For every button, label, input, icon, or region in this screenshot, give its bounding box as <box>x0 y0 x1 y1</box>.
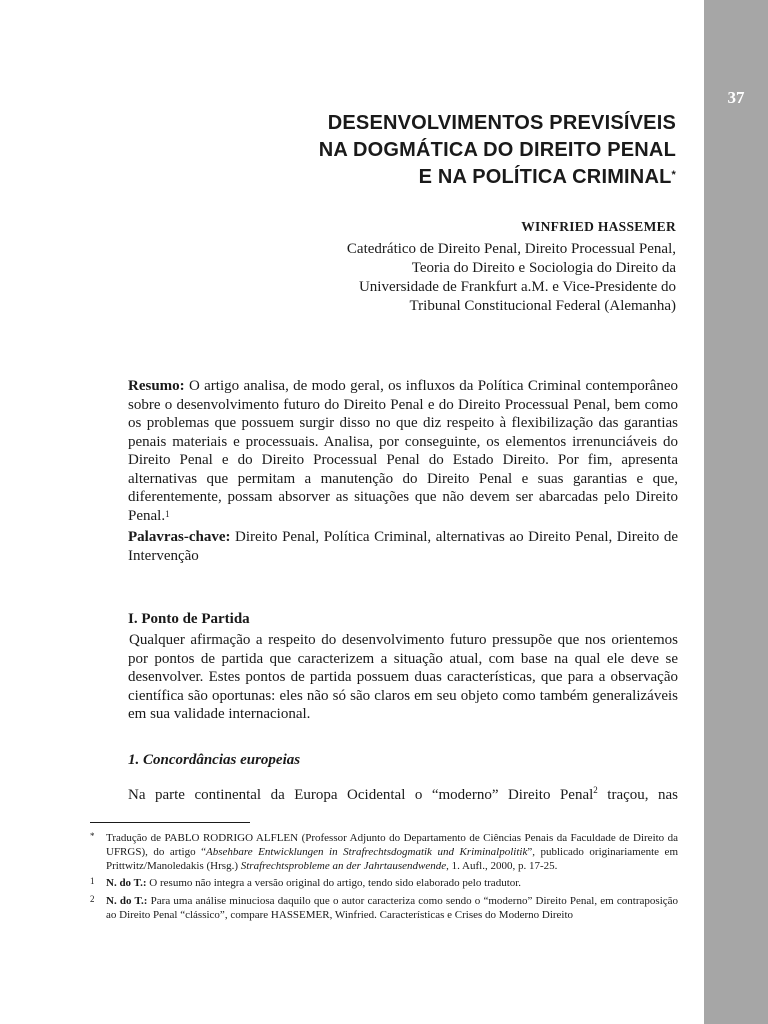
title-line-1: DESENVOLVIMENTOS PREVISÍVEIS <box>327 112 676 134</box>
article-title <box>319 110 676 191</box>
paragraph-2: Na parte continental da Europa Ocidental o “moderno” Direito Penal$^2$ traçou, nas <box>128 785 678 803</box>
page-number: 37 <box>727 88 745 107</box>
footnote-1: 1 N. do T.: O resumo não integra a versão original do artigo, tendo sido elaborado pelo tradutor. <box>90 876 522 889</box>
keywords <box>128 528 678 565</box>
footnote-2: 2 N. do T.: Para uma análise minuciosa daquilo que o autor caracteriza como sendo o “moderno” Direito Penal, em contraposição ao Direito Penal “clássico”, compare HASSEMER, Winfried. Características e Crises do Moderno Direito <box>90 894 679 921</box>
author-affiliation: Catedrático de Direito Penal, Direito Processual Penal, Teoria do Direito e Sociologia do Direito da Universidade de Frankfurt a.M. e Vice-Presidente do Tribunal Constitucional Federal (Alemanha) <box>346 241 676 314</box>
subheading: 1. Concordâncias europeias <box>128 752 301 768</box>
abstract-text: O artigo analisa, de modo geral, os influxos da Política Criminal contemporâneo sobre o desenvolvimento futuro do Direito Penal e do Direito Processual Penal, bem como os problemas que possuem surgir disso no que diz respeito à flexibilização das garantias penais materiais e processuais. Analisa, por conseguinte, os elementos irrenunciáveis do Direito Penal e do Direito Processual Penal do Estado Direito. Por fim, apresenta alternativas que permitam a manutenção do Direito Penal e suas garantias e que, diferentemente, possam absorver as situações que não devem ser abarcadas pelo Direito Penal. <box>128 378 678 524</box>
paragraph-2-footnote-ref: 2 <box>593 785 598 795</box>
footnote-mark: 1 <box>90 876 95 886</box>
footnote-label: N. do T.: <box>106 877 147 889</box>
intro-paragraph <box>128 631 678 724</box>
abstract <box>128 377 678 525</box>
page-side-bar <box>704 0 768 1024</box>
footnote-label: N. do T.: <box>106 895 148 907</box>
intro-paragraph-text: Qualquer afirmação a respeito do desenvolvimento futuro pressupõe que nos orientemos por pontos de partida que caracterizem a situação atual, com base na qual ele deve se desenvolver. Estes pontos de partida possuem duas características, que para a observação científica são oportunas: eles não só são claros em seu objeto como também generalizáveis em sua validade internacional. <box>128 632 678 722</box>
footnote-mark: 2 <box>90 894 95 904</box>
keywords-text: Direito Penal, Política Criminal, alternativas ao Direito Penal, Direito de Intervenção <box>128 529 679 564</box>
section-heading: I. Ponto de Partida <box>128 611 250 627</box>
footnote-rule <box>90 822 250 823</box>
abstract-footnote-ref: 1 <box>165 508 170 519</box>
abstract-label: Resumo: <box>128 378 185 394</box>
book-title: Strafrechtsprobleme an der Jahrtausendwende <box>240 860 447 872</box>
author-name: WINFRIED HASSEMER <box>521 219 676 234</box>
footnote-translation: * Tradução de PABLO RODRIGO ALFLEN (Professor Adjunto do Departamento de Ciências Penais da Faculdade de Direito da UFRGS), do artigo “Absehbare Entwicklungen in Strafrechtsdogmatik und Kriminalpolitik”, publicado originariamente em Prittwitz/Manoledakis (Hrsg.) Strafrechtsprobleme an der Jahrtausendwende, 1. Aufl., 2000, p. 17-25. <box>90 831 679 872</box>
title-line-3: E NA POLÍTICA CRIMINAL* <box>418 166 676 188</box>
keywords-label: Palavras-chave: <box>128 529 231 545</box>
translator-name: PABLO RODRIGO ALFLEN <box>164 832 299 844</box>
original-title: Absehbare Entwicklungen in Strafrechtsdogmatik und Kriminalpolitik <box>206 846 528 858</box>
title-footnote-marker: * <box>671 169 676 181</box>
title-line-2: NA DOGMÁTICA DO DIREITO PENAL <box>318 139 676 161</box>
footnote-mark: * <box>90 831 95 841</box>
